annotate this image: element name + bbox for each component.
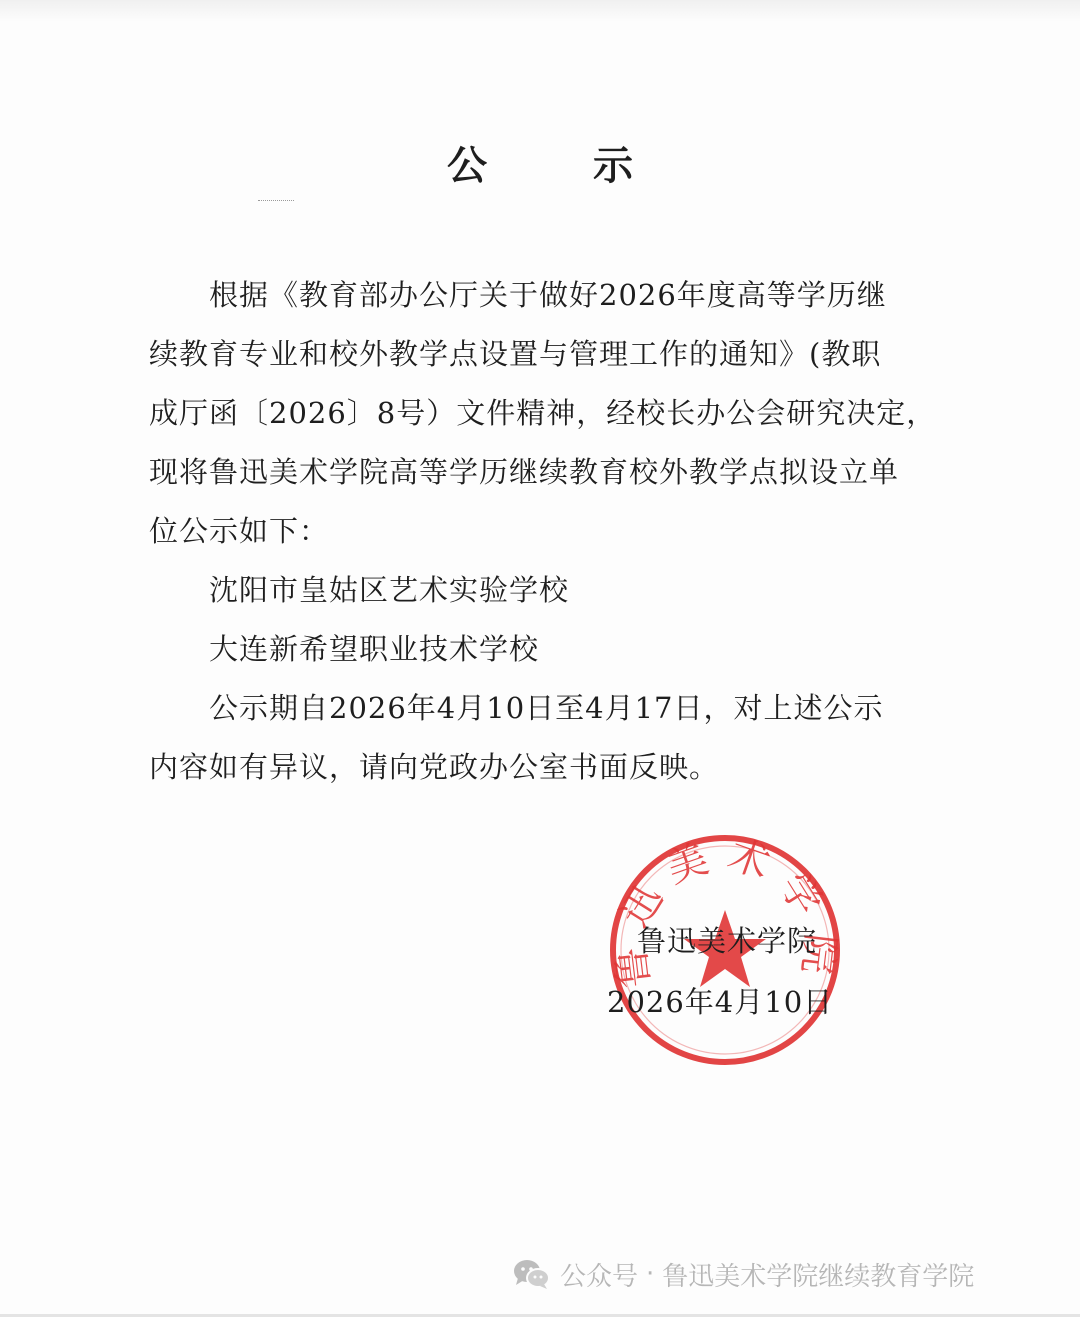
wechat-watermark — [512, 1252, 974, 1296]
signature-organization: 鲁迅美术学院 — [637, 924, 818, 958]
paragraph-line: 公示期自2026年4月10日至4月17日，对上述公示 — [209, 691, 884, 725]
notice-title: 公 示 — [447, 142, 679, 189]
institution-item: 沈阳市皇姑区艺术实验学校 — [209, 573, 570, 607]
seal-text: 鲁迅美术学院 — [606, 831, 844, 991]
paragraph-line: 续教育专业和校外教学点设置与管理工作的通知》(教职 — [149, 337, 882, 371]
notice-paragraph-2 — [149, 679, 919, 797]
watermark-separator: · — [646, 1259, 655, 1289]
watermark-account-name: 鲁迅美术学院继续教育学院 — [662, 1261, 975, 1292]
paragraph-line: 位公示如下： — [149, 514, 330, 548]
paragraph-line: 内容如有异议，请向党政办公室书面反映。 — [149, 750, 720, 784]
watermark-label: 公众号 — [560, 1261, 639, 1292]
signature-date: 2026年4月10日 — [607, 985, 834, 1019]
institution-item: 大连新希望职业技术学校 — [209, 632, 540, 666]
paragraph-line: 成厅函〔2026〕8号）文件精神，经校长办公会研究决定， — [149, 396, 937, 430]
paragraph-line: 根据《教育部办公厅关于做好2026年度高等学历继 — [209, 278, 887, 312]
wechat-icon — [512, 1258, 550, 1290]
scan-specks — [258, 200, 294, 205]
scan-top-shade — [0, 0, 1080, 22]
notice-paragraph-1 — [149, 266, 937, 561]
paragraph-line: 现将鲁迅美术学院高等学历继续教育校外教学点拟设立单 — [149, 455, 900, 489]
